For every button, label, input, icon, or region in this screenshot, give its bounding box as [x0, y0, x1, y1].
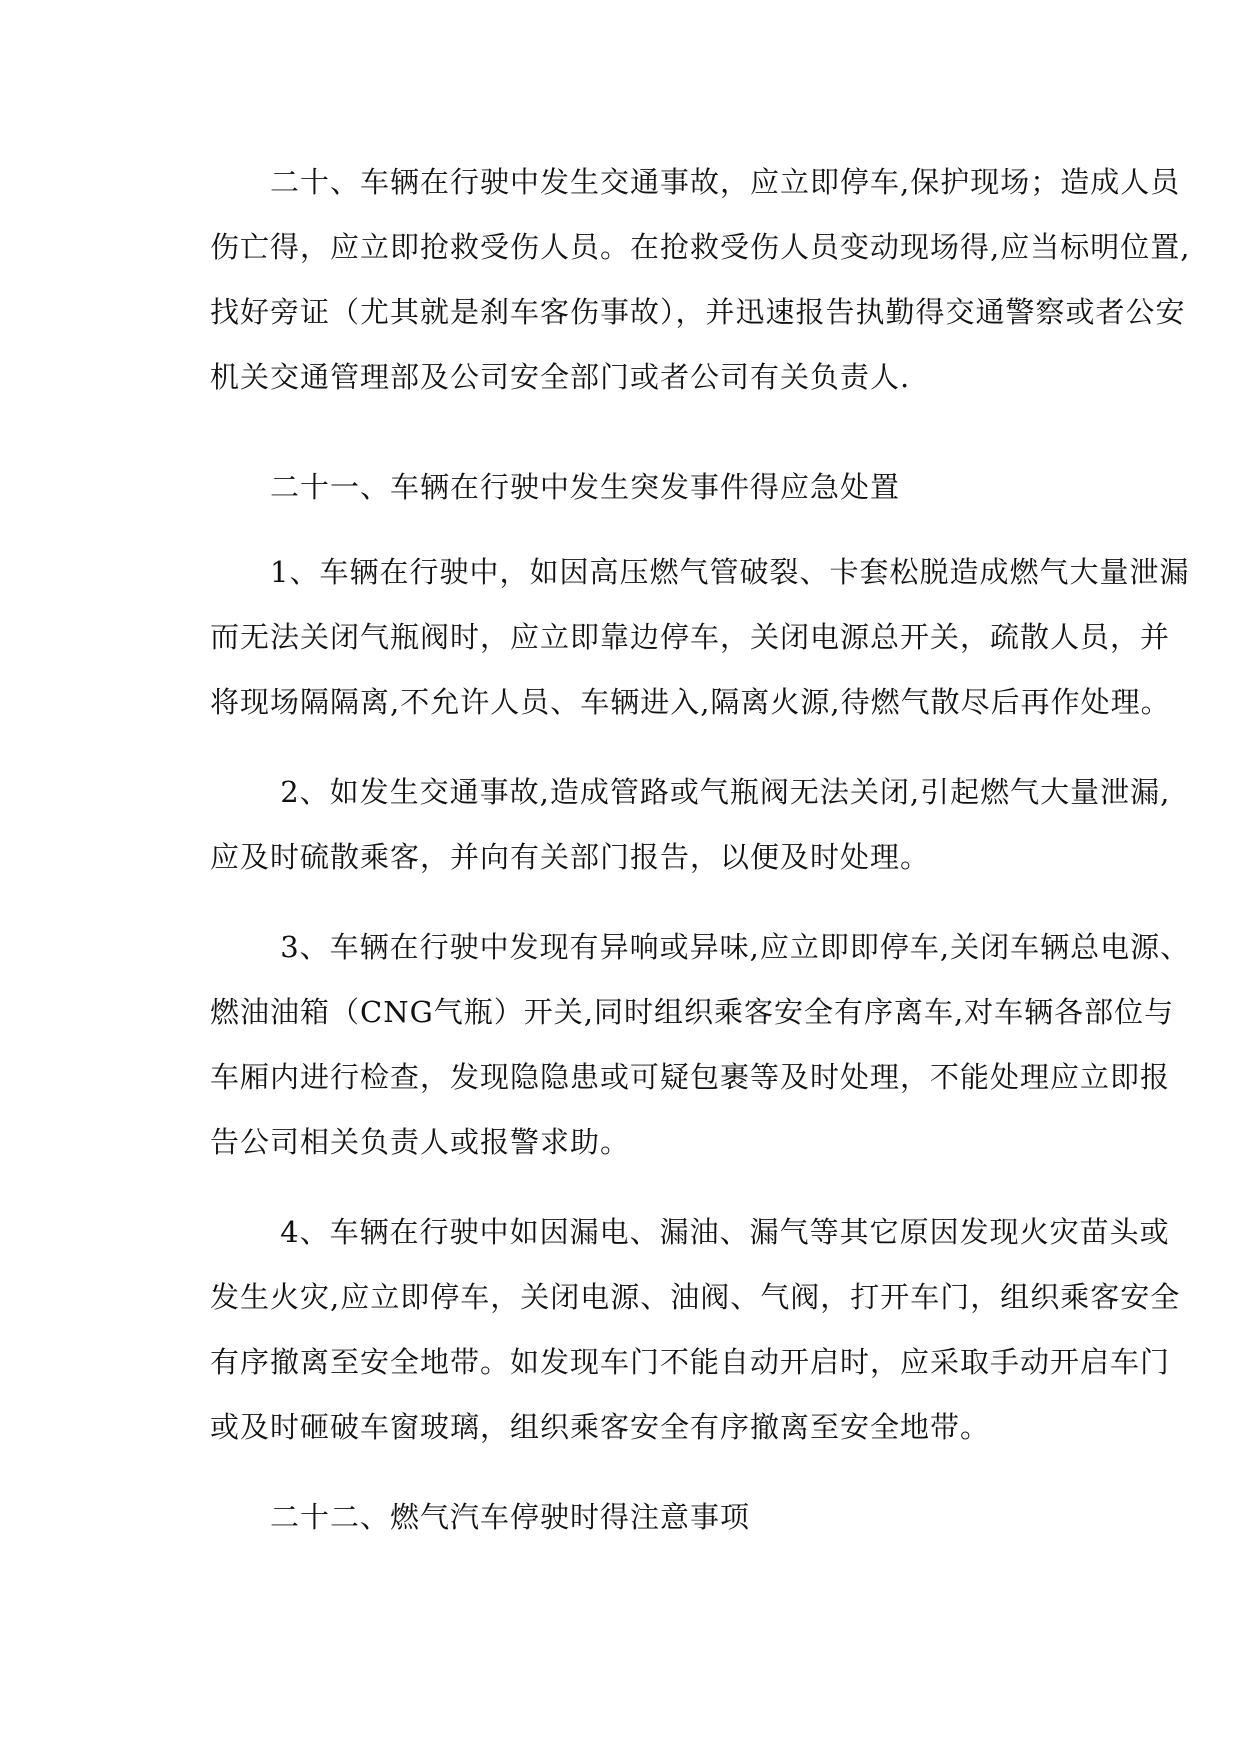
heading-article-22	[210, 1485, 1090, 1550]
heading-article-21	[210, 455, 1090, 520]
paragraph-item-3	[210, 915, 1191, 1175]
paragraph-line: 而无法关闭气瓶阀时，应立即靠边停车，关闭电源总开关，疏散人员，并	[210, 620, 1171, 654]
paragraph-line: 或及时砸破车窗玻璃，组织乘客安全有序撤离至安全地带。	[210, 1410, 991, 1444]
paragraph-line: 二十一、车辆在行驶中发生突发事件得应急处置	[210, 470, 901, 504]
paragraph-item-4	[210, 1200, 1181, 1460]
paragraph-line: 将现场隔隔离,不允许人员、车辆进入,隔离火源,待燃气散尽后再作处理。	[210, 685, 1171, 719]
paragraph-line: 2、如发生交通事故,造成管路或气瓶阀无法关闭,引起燃气大量泄漏,	[210, 775, 1171, 809]
paragraph-line: 4、车辆在行驶中如因漏电、漏油、漏气等其它原因发现火灾苗头或	[210, 1215, 1170, 1249]
paragraph-item-2	[210, 760, 1171, 890]
paragraph-line: 二十、车辆在行驶中发生交通事故，应立即停车,保护现场；造成人员	[210, 165, 1181, 199]
paragraph-line: 应及时硫散乘客，并向有关部门报告，以便及时处理。	[210, 840, 931, 874]
paragraph-line: 燃油油箱（CNG气瓶）开关,同时组织乘客安全有序离车,对车辆各部位与	[210, 995, 1175, 1029]
paragraph-line: 3、车辆在行驶中发现有异响或异味,应立即即停车,关闭车辆总电源、	[210, 930, 1191, 964]
paragraph-item-1	[210, 540, 1190, 735]
paragraph-line: 机关交通管理部及公司安全部门或者公司有关负责人.	[210, 360, 911, 394]
paragraph-line: 二十二、燃气汽车停驶时得注意事项	[210, 1500, 751, 1534]
paragraph-line: 发生火灾,应立即停车，关闭电源、油阀、气阀，打开车门，组织乘客安全	[210, 1280, 1181, 1314]
paragraph-line: 1、车辆在行驶中，如因高压燃气管破裂、卡套松脱造成燃气大量泄漏	[210, 555, 1190, 589]
paragraph-line: 车厢内进行检查，发现隐隐患或可疑包裹等及时处理，不能处理应立即报	[210, 1060, 1171, 1094]
paragraph-line: 告公司相关负责人或报警求助。	[210, 1125, 631, 1159]
paragraph-line: 找好旁证（尤其就是刹车客伤事故），并迅速报告执勤得交通警察或者公安	[210, 295, 1186, 329]
paragraph-line: 伤亡得，应立即抢救受伤人员。在抢救受伤人员变动现场得,应当标明位置,	[210, 230, 1191, 264]
paragraph-line: 有序撤离至安全地带。如发现车门不能自动开启时，应采取手动开启车门	[210, 1345, 1171, 1379]
paragraph-article-20	[210, 150, 1191, 410]
